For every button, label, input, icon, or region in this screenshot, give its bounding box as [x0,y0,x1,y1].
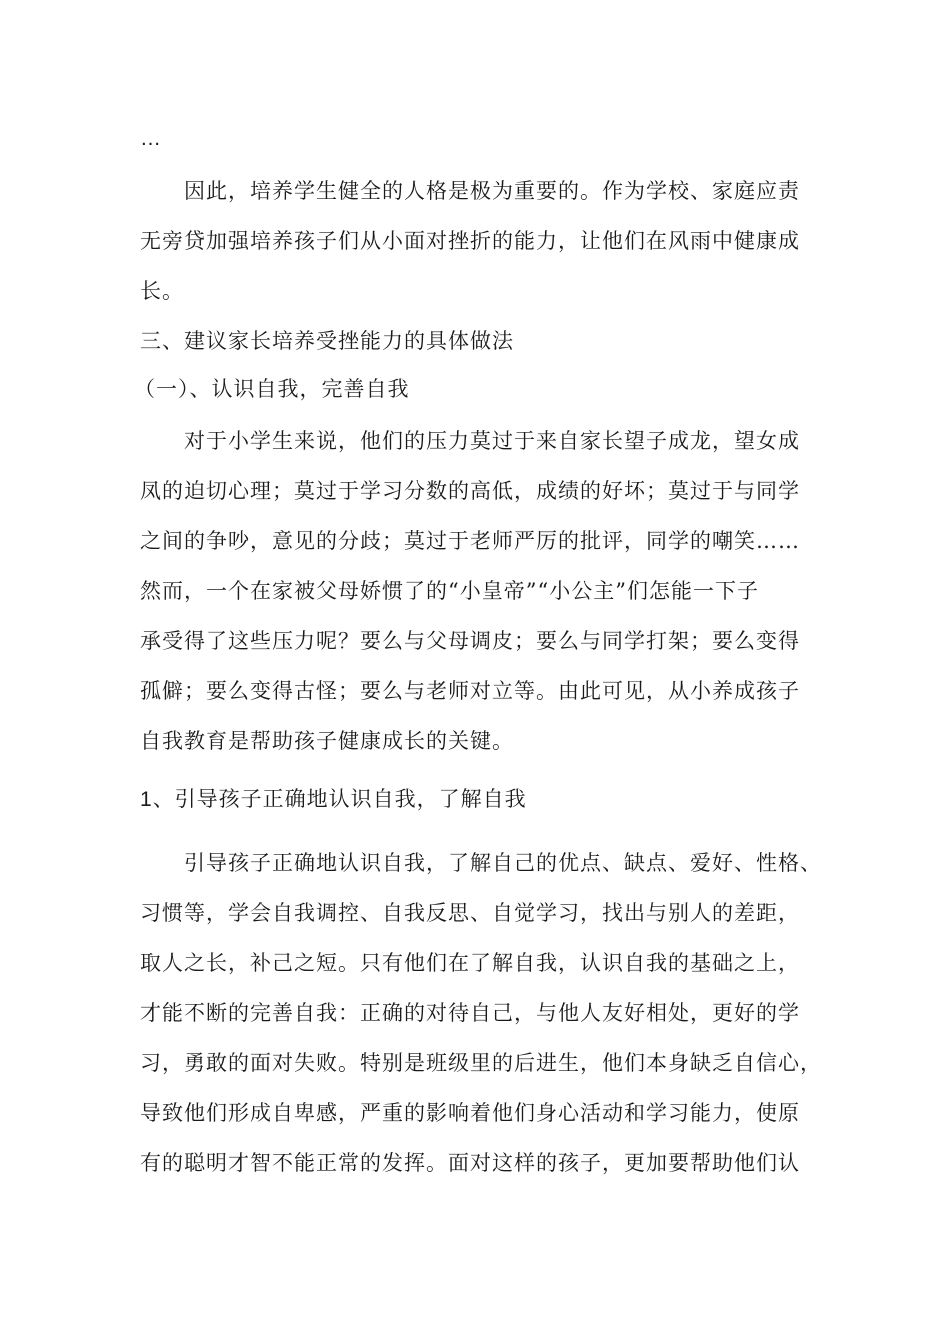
paragraph-line: 习惯等，学会自我调控、自我反思、自觉学习，找出与别人的差距， [140,901,800,925]
paragraph-line: 导致他们形成自卑感，严重的影响着他们身心活动和学习能力，使原 [140,1101,800,1125]
ellipsis-line: … [140,127,162,150]
list-item-title: 、引导孩子正确地认识自我，了解自我 [152,787,527,811]
paragraph-line: 然而，一个在家被父母娇惯了的“小皇帝”“小公主”们怎能一下子 [140,579,759,603]
paragraph-line: 之间的争吵，意见的分歧；莫过于老师严厉的批评，同学的嘲笑…… [140,529,800,553]
list-item-number: 1 [140,788,153,811]
paragraph-line: 对于小学生来说，他们的压力莫过于来自家长望子成龙，望女成 [184,429,800,453]
section-heading: 三、建议家长培养受挫能力的具体做法 [140,329,514,353]
paragraph-line: 习，勇敢的面对失败。特别是班级里的后进生，他们本身缺乏自信心， [140,1051,822,1075]
paragraph-line: 长。 [140,279,184,303]
paragraph-line: 自我教育是帮助孩子健康成长的关键。 [140,729,514,753]
paragraph-line: 承受得了这些压力呢？要么与父母调皮；要么与同学打架；要么变得 [140,629,800,653]
paragraph-line: 凤的迫切心理；莫过于学习分数的高低，成绩的好坏；莫过于与同学 [140,479,800,503]
paragraph-line: 无旁贷加强培养孩子们从小面对挫折的能力，让他们在风雨中健康成 [140,229,800,253]
paragraph-line: 因此，培养学生健全的人格是极为重要的。作为学校、家庭应责 [184,179,800,203]
subsection-heading: （一）、认识自我，完善自我 [134,377,410,401]
paragraph-line: 才能不断的完善自我：正确的对待自己，与他人友好相处，更好的学 [140,1001,800,1025]
paragraph-line: 引导孩子正确地认识自我，了解自己的优点、缺点、爱好、性格、 [184,851,822,875]
paragraph-line: 取人之长，补己之短。只有他们在了解自我，认识自我的基础之上， [140,951,800,975]
paragraph-line: 有的聪明才智不能正常的发挥。面对这样的孩子，更加要帮助他们认 [140,1151,800,1175]
list-item-heading [140,786,527,813]
paragraph-line: 孤僻；要么变得古怪；要么与老师对立等。由此可见，从小养成孩子 [140,679,800,703]
